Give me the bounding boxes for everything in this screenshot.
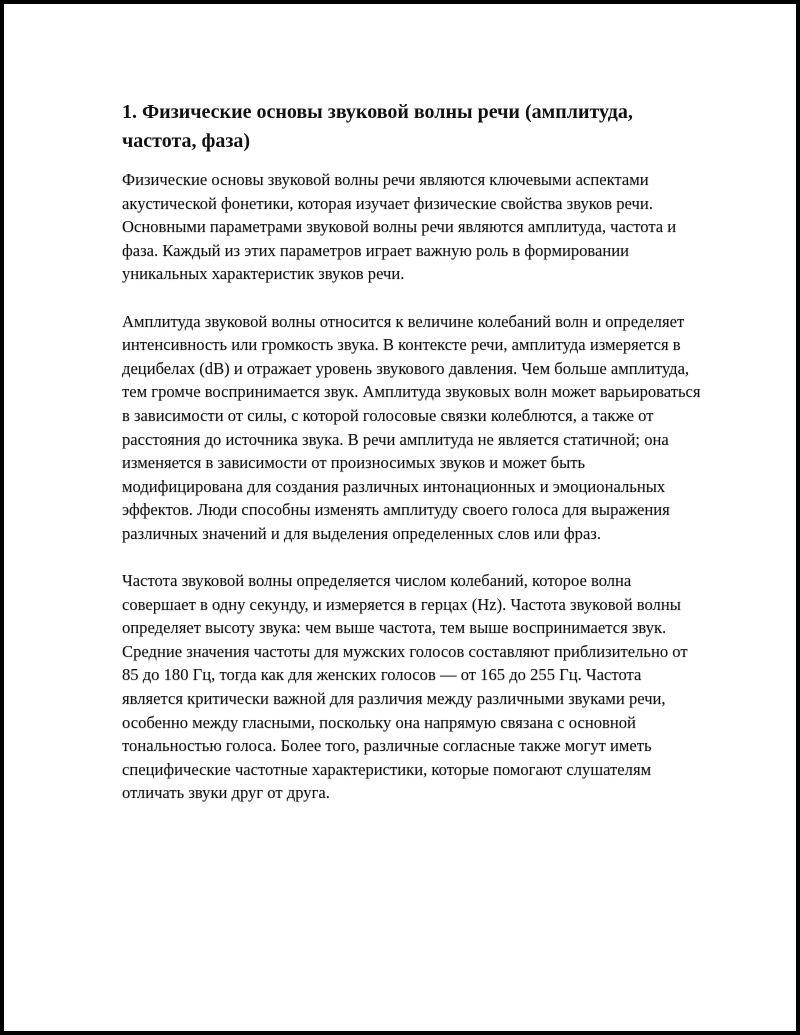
document-content (122, 98, 702, 829)
section-title: 1. Физические основы звуковой волны речи (амплитуда, частота, фаза) (122, 101, 633, 152)
paragraph-frequency: Частота звуковой волны определяется числом колебаний, которое волна совершает в одну секунду, и измеряется в герцах (Hz). Частота звуковой волны определяет высоту звука: чем выше частота, тем выше воспринимается звук. Средние значения частоты для мужских голосов составляют приблизительно от 85 до 180 Гц, тогда как для женских голосов — от 165 до 255 Гц. Частота является критически важной для различия между различными звуками речи, особенно между гласными, поскольку она напрямую связана с основной тональностью голоса. Более того, различные согласные также могут иметь специфические частотные характеристики, которые помогают слушателям отличать звуки друг от друга. (122, 571, 688, 803)
paragraph-amplitude: Амплитуда звуковой волны относится к величине колебаний волн и определяет интенсивность или громкость звука. В контексте речи, амплитуда измеряется в децибелах (dB) и отражает уровень звукового давления. Чем больше амплитуда, тем громче воспринимается звук. Амплитуда звуковых волн может варьироваться в зависимости от силы, с которой голосовые связки колеблются, а также от расстояния до источника звука. В речи амплитуда не является статичной; она изменяется в зависимости от произносимых звуков и может быть модифицирована для создания различных интонационных и эмоциональных эффектов. Люди способны изменять амплитуду своего голоса для выражения различных значений и для выделения определенных слов или фраз. (122, 311, 701, 543)
paragraph-intro: Физические основы звуковой волны речи являются ключевыми аспектами акустической фонетики, которая изучает физические свойства звуков речи. Основными параметрами звуковой волны речи являются амплитуда, частота и фаза. Каждый из этих параметров играет важную роль в формировании уникальных характеристик звуков речи. (122, 170, 677, 284)
